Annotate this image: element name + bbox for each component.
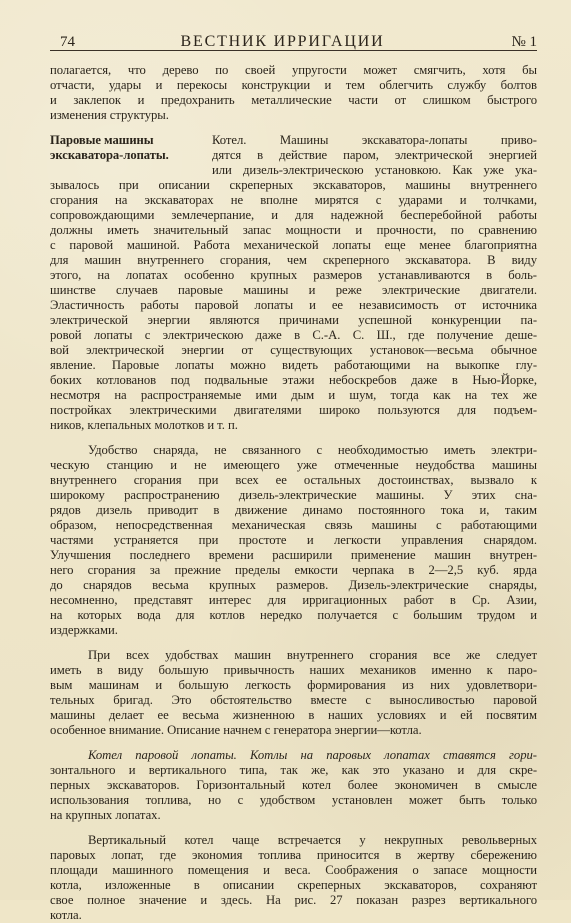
paragraph-4-line: особенное внимание. Описание начнем с генератора энергии—котла.: [50, 723, 422, 737]
paragraph-2-line: сопровождающими землечерпание, и для надежной бесперебойной работы: [50, 208, 537, 222]
paragraph-6: [50, 833, 537, 923]
paragraph-2-line: ровой лопаты с электрическою даже в С.-А. С. Ш., где получение деше-: [50, 328, 537, 342]
paragraph-3-line: рядов дизель приводит в движение динамо постоянного тока и, таким: [50, 503, 537, 517]
paragraph-5-line: зонтального и вертикального типа, так же, как это указано и для скре-: [50, 763, 537, 777]
paragraph-3-line: на которых вода для котлов нередко получается с большим трудом и: [50, 608, 537, 622]
section-heading-line: Паровые машины: [50, 133, 154, 147]
paragraph-4-line: машины делает ее весьма жизненною в наших условиях и ей посвятим: [50, 708, 537, 722]
paragraph-2-line: шинстве случаев паровые машины и реже электрические двигатели.: [50, 283, 537, 297]
paragraph-5-line: использования топлива, но с удобством установлен может быть только: [50, 793, 537, 807]
paragraph-4-line: При всех удобствах машин внутреннего сгорания все же следует: [88, 648, 537, 662]
paragraph-3-line: до снарядов весьма крупных размеров. Дизель-электрические снаряды,: [50, 578, 537, 592]
paragraph-2-line: вой электрической энергии от существующих установок—весьма обычное: [50, 343, 537, 357]
journal-title: ВЕСТНИК ИРРИГАЦИИ: [180, 33, 385, 50]
page-number: 74: [60, 34, 75, 50]
paragraph-3-line: издержками.: [50, 623, 118, 637]
section-intro-text: [212, 133, 537, 178]
paragraph-2-line: зывалось при описании скреперных экскаваторов, машины внутреннего: [50, 178, 537, 192]
paragraph-3: [50, 443, 537, 638]
section-heading: [50, 133, 206, 178]
section-intro-line: Котел. Машины экскаватора-лопаты приво-: [212, 133, 537, 147]
paragraph-1: [50, 63, 537, 123]
paragraph-3-line: внутреннего сгорания при всех ее остальных достоинствах, вызвало к: [50, 473, 537, 487]
paragraph-4-line: вым машинам и большую легкость формирования из них удовлетвори-: [50, 678, 537, 692]
paragraph-2-line: электрической энергии являются причинами успешной конкуренции па-: [50, 313, 537, 327]
paragraph-3-line: широкому распространению дизель-электрические машины. У этих сна-: [50, 488, 537, 502]
paragraph-2-line: явление. Паровые лопаты можно видеть работающими на выкопке глу-: [50, 358, 537, 372]
paragraph-5-line: Котел паровой лопаты. Котлы на паровых лопатах ставятся гори-: [88, 748, 537, 762]
section-intro-line: дятся в действие паром, электрической энергией: [212, 148, 537, 162]
paragraph-3-line: несомненно, представят интерес для ирригационных работ в Ср. Азии,: [50, 593, 537, 607]
page-header: [50, 28, 537, 51]
paragraph-3-line: него сгорания за прежние пределы емкости черпака в 2—2,5 куб. ярда: [50, 563, 537, 577]
paragraph-3-line: ческую станцию и не имеющего уже отмеченные неудобства машины: [50, 458, 537, 472]
paragraph-2-line: сгорания на экскаваторах не вполне мирятся с ударами и толчками,: [50, 193, 537, 207]
paragraph-3-line: частями устраняется при простоте и легкости управления снарядом.: [50, 533, 537, 547]
paragraph-2-line: несмотря на распространяемые ими дым и шум, тогда как на тех же: [50, 388, 537, 402]
paragraph-4-line: тельных бригад. Это обстоятельство вместе с выносливостью паровой: [50, 693, 537, 707]
paragraph-4: [50, 648, 537, 738]
section-heading-line: экскаватора-лопаты.: [50, 148, 169, 162]
paragraph-1-line: полагается, что дерево по своей упругости может смягчить, хотя бы: [50, 63, 537, 77]
paragraph-2-line: должны иметь значительный запас мощности и прочности, по сравнению: [50, 223, 537, 237]
paragraph-3-line: Улучшения последнего времени расширили применение машин внутрен-: [50, 548, 537, 562]
paragraph-5-line: на крупных лопатах.: [50, 808, 161, 822]
paragraph-5-line: перных экскаваторов. Горизонтальный котел более экономичен в смысле: [50, 778, 537, 792]
paragraph-6-line: свое полное значение и здесь. На рис. 27 показан разрез вертикального: [50, 893, 537, 907]
paragraph-4-line: иметь в виду большую привычность наших механиков именно к паро-: [50, 663, 537, 677]
paragraph-1-line: и заклепок и предохранить металлические части от слишком быстрого: [50, 93, 537, 107]
paragraph-2: [50, 178, 537, 433]
paragraph-2-line: с паровой машиной. Работа механической лопаты еще менее благоприятна: [50, 238, 537, 252]
section-intro-line: или дизель-электрическою установкою. Как уже ука-: [212, 163, 537, 177]
paragraph-3-line: Удобство снаряда, не связанного с необходимостью иметь электри-: [88, 443, 537, 457]
paragraph-1-line: изменения структуры.: [50, 108, 169, 122]
paragraph-2-line: ников, клепальных молотков и т. п.: [50, 418, 238, 432]
issue-number: № 1: [511, 34, 537, 50]
paragraph-6-line: котла.: [50, 908, 82, 922]
paragraph-6-line: паровых лопат, где экономия топлива приносится в жертву сбережению: [50, 848, 537, 862]
paragraph-2-line: постройках электрическими двигателями широко пользуются для подъем-: [50, 403, 537, 417]
paragraph-6-line: котла, изложенные в описании скреперных экскаваторов, сохраняют: [50, 878, 537, 892]
paragraph-3-line: образом, непосредственная механическая связь машины с работающими: [50, 518, 537, 532]
paragraph-1-line: отчасти, удары и перекосы конструкции и тем облегчить службу болтов: [50, 78, 537, 92]
paragraph-2-line: этого, на лопатах особенно крупных размеров устанавливаются в боль-: [50, 268, 537, 282]
paragraph-2-line: Эластичность работы паровой лопаты и ее независимость от источника: [50, 298, 537, 312]
paragraph-6-line: Вертикальный котел чаще встречается у некрупных револьверных: [88, 833, 537, 847]
paragraph-2-line: для машин внутреннего сгорания, чем скреперного экскаватора. В виду: [50, 253, 537, 267]
paragraph-5: [50, 748, 537, 823]
steam-engines-section-intro: [50, 133, 537, 178]
paragraph-6-line: площади машинного помещения и веса. Соображения о запасе мощности: [50, 863, 537, 877]
paragraph-2-line: боких котлованов под подвальные этажи небоскребов даже в Нью-Йорке,: [50, 373, 537, 387]
